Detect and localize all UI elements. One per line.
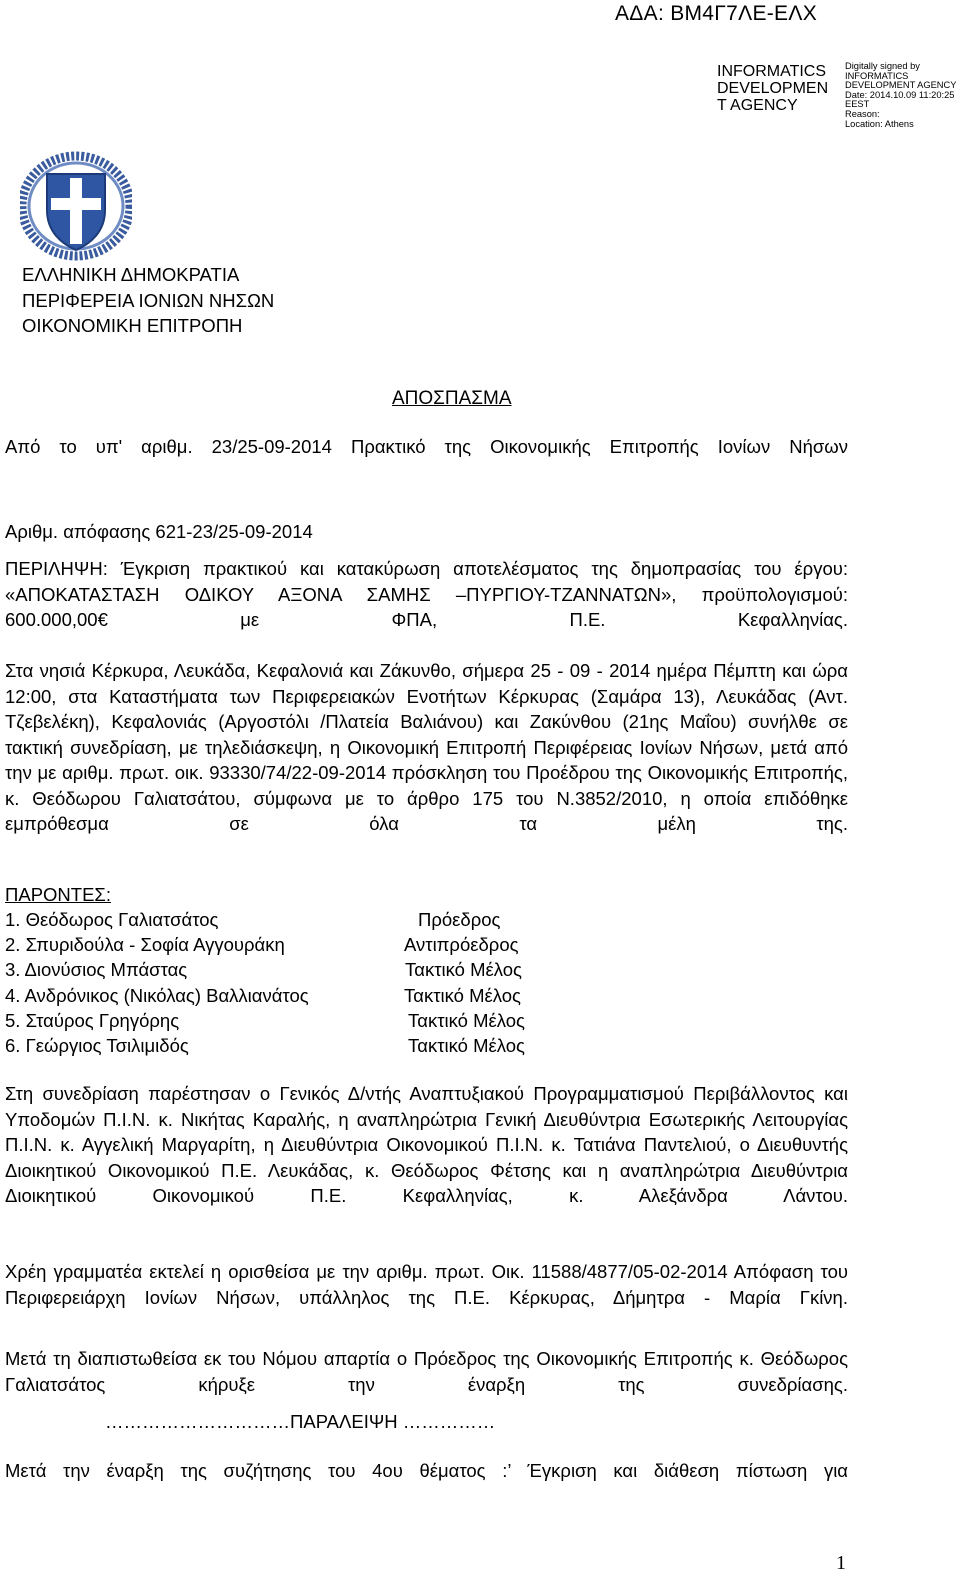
- signature-location: Location: Athens: [845, 118, 914, 129]
- minutes-reference: Από το υπ' αριθμ. 23/25-09-2014 Πρακτικό της Οικονομικής Επιτροπής Ιονίων Νήσων: [5, 436, 848, 457]
- member-role: Αντιπρόεδρος: [404, 934, 519, 955]
- digital-signature-details: [845, 62, 960, 129]
- member-name: 6. Γεώργιος Τσιλιμιδός: [5, 1035, 189, 1056]
- quorum-paragraph: Μετά τη διαπιστωθείσα εκ του Νόμου απαρτία ο Πρόεδρος της Οικονομικής Επιτροπής κ. Θεόδωρος Γαλιατσάτος κήρυξε την έναρξη της συνεδρίασης.: [5, 1348, 848, 1395]
- attendees-paragraph: Στη συνεδρίαση παρέστησαν ο Γενικός Δ/ντής Αναπτυξιακού Προγραμματισμού Περιβάλλοντος και Υποδομών Π.Ι.Ν. κ. Νικήτας Καραλής, η αναπληρώτρια Γενική Διευθύντρια Εσωτερικής Λειτουργίας Π.Ι.Ν. κ. Αγγελική Μαργαρίτη, η Διευθύντρια Οικονομικού Π.Ι.Ν. κ. Τατιάνα Παντελιού, ο Διευθυντής Διοικητικού Οικονομικού Π.Ε. Λευκάδας, κ. Θεόδωρος Φέτσης και η αναπληρώτρια Διευθύντρια Διοικητικού Οικονομικού Π.Ε. Κεφαλληνίας, κ. Αλεξάνδρα Λάντου.: [5, 1083, 848, 1206]
- ada-code: ΑΔΑ: ΒΜ4Γ7ΛΕ-ΕΛΧ: [615, 2, 818, 25]
- summary: ΠΕΡΙΛΗΨΗ: Έγκριση πρακτικού και κατακύρωση αποτελέσματος της δημοπρασίας του έργου: «ΑΠΟΚΑΤΑΣΤΑΣΗ ΟΔΙΚΟΥ ΑΞΟΝΑ ΣΑΜΗΣ –ΠΥΡΓΙΟΥ-ΤΖΑΝΝΑΤΩΝ», προϋπολογισμού: 600.000,00€ με ΦΠΑ, Π.Ε. Κεφαλληνίας.: [5, 558, 848, 630]
- decision-number: Αριθμ. απόφασης 621-23/25-09-2014: [5, 521, 313, 542]
- member-name: 1. Θεόδωρος Γαλιατσάτος: [5, 909, 219, 930]
- greek-coat-of-arms-icon: [20, 150, 132, 262]
- page-number: 1: [836, 1552, 846, 1574]
- signature-line: Reason:: [845, 108, 880, 119]
- member-name: 3. Διονύσιος Μπάστας: [5, 959, 188, 980]
- topic-paragraph: Μετά την έναρξη της συζήτησης του 4ου θέματος :’ Έγκριση και διάθεση πίστωση για: [5, 1460, 848, 1481]
- omission-marker: …………………………ΠΑΡΑΛΕΙΨΗ ……………: [105, 1411, 496, 1432]
- member-name: 5. Σταύρος Γρηγόρης: [5, 1010, 180, 1031]
- signature-line: Digitally signed by: [845, 61, 920, 71]
- header-region: ΠΕΡΙΦΕΡΕΙΑ ΙΟΝΙΩΝ ΝΗΣΩΝ: [22, 289, 275, 311]
- intro-paragraph: Στα νησιά Κέρκυρα, Λευκάδα, Κεφαλονιά και Ζάκυνθο, σήμερα 25 - 09 - 2014 ημέρα Πέμπτη και ώρα 12:00, στα Καταστήματα των Περιφερειακών Ενοτήτων Κέρκυρας (Σαμάρα 13), Λευκάδας (Αντ. Τζεβελέκη), Κεφαλονιάς (Αργοστόλι /Πλατεία Βαλιάνου) και Ζακύνθου (21ης Μαΐου) συνήλθε σε τακτική συνεδρίαση, με τηλεδιάσκεψη, η Οικονομική Επιτροπή Περιφέρειας Ιονίων Νήσων, μετά από την με αριθμ. πρωτ. οικ. 93330/74/22-09-2014 πρόσκληση του Προέδρου της Οικονομικής Επιτροπής, κ. Θεόδωρου Γαλιατσάτου, σύμφωνα με το άρθρο 175 του Ν.3852/2010, η οποία επιδόθηκε εμπρόθεσμα σε όλα τα μέλη της.: [5, 660, 848, 834]
- member-name: 4. Ανδρόνικος (Νικόλας) Βαλλιανάτος: [5, 985, 309, 1006]
- header-committee: ΟΙΚΟΝΟΜΙΚΗ ΕΠΙΤΡΟΠΗ: [22, 315, 243, 336]
- member-name: 2. Σπυριδούλα - Σοφία Αγγουράκη: [5, 934, 285, 955]
- document-title: ΑΠΟΣΠΑΣΜΑ: [392, 388, 512, 409]
- signature-line: INFORMATICS: [845, 70, 909, 81]
- member-role: Πρόεδρος: [418, 909, 501, 930]
- header-country: ΕΛΛΗΝΙΚΗ ΔΗΜΟΚΡΑΤΙΑ: [22, 264, 240, 285]
- issuer-header: [22, 262, 274, 339]
- signer-name: INFORMATICS DEVELOPMEN T AGENCY: [717, 63, 829, 114]
- member-role: Τακτικό Μέλος: [404, 985, 521, 1006]
- present-label: ΠΑΡΟΝΤΕΣ:: [5, 884, 112, 905]
- member-role: Τακτικό Μέλος: [405, 959, 522, 980]
- signature-date: Date: 2014.10.09 11:20:25: [845, 89, 955, 100]
- member-role: Τακτικό Μέλος: [408, 1010, 525, 1031]
- signature-line: DEVELOPMENT AGENCY: [845, 80, 957, 91]
- secretary-paragraph: Χρέη γραμματέα εκτελεί η ορισθείσα με την αριθμ. πρωτ. Οικ. 11588/4877/05-02-2014 Απόφαση του Περιφερειάρχη Ιονίων Νήσων, υπάλληλος της Π.Ε. Κέρκυρας, Δήμητρα - Μαρία Γκίνη.: [5, 1261, 848, 1308]
- signature-line: EEST: [845, 99, 870, 110]
- member-role: Τακτικό Μέλος: [408, 1035, 525, 1056]
